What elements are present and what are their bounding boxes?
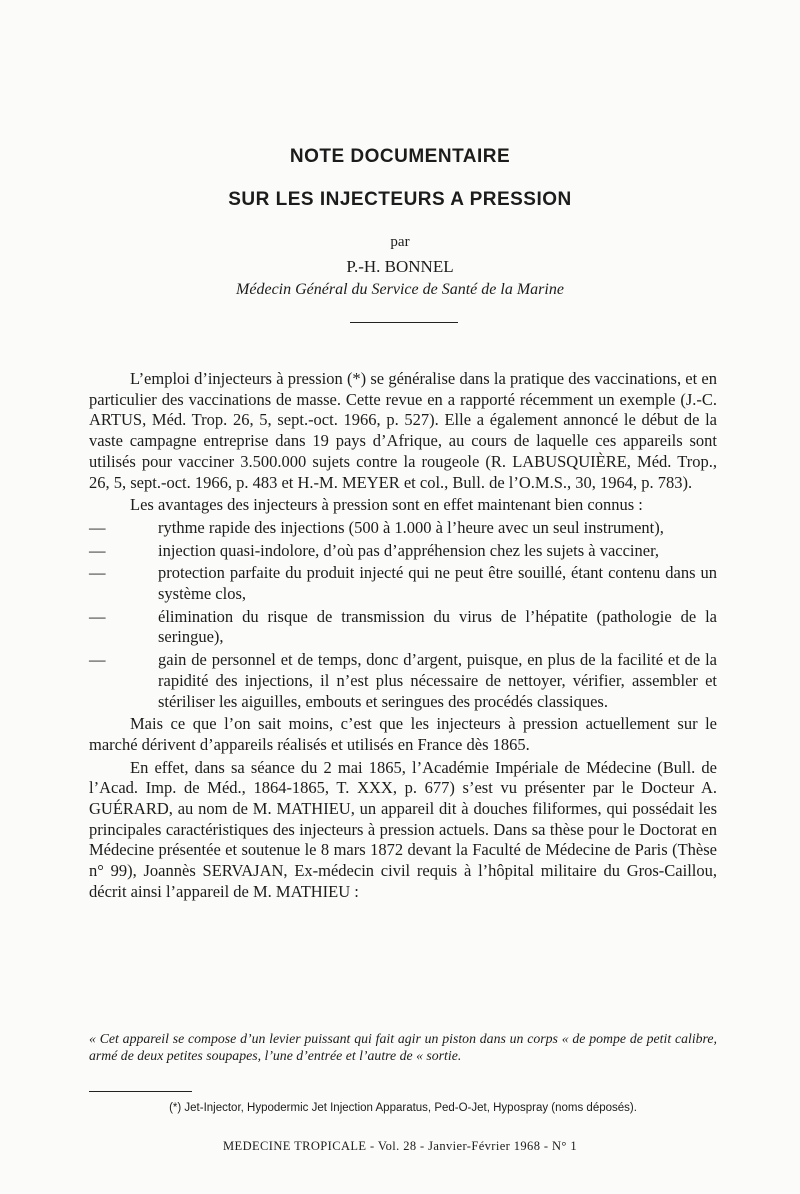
list-item: — protection parfaite du produit injecté qui ne peut être souillé, étant contenu dans un système clos, <box>89 563 717 604</box>
paragraph-intro: L’emploi d’injecteurs à pression (*) se généralise dans la pratique des vaccinations, et en particulier des vaccinations de masse. Cette revue en a rapporté récemment un exemple (J.-C. ARTUS, Méd. Trop. 26, 5, sept.-oct. 1966, p. 527). Elle a également annoncé le début de la vaste campagne entreprise dans 19 pays d’Afrique, au cours de laquelle ces appareils sont utilisés pour vacciner 3.500.000 sujets contre la rougeole (R. LABUSQUIÈRE, Méd. Trop., 26, 5, sept.-oct. 1966, p. 483 et H.-M. MEYER et col., Bull. de l’O.M.S., 30, 1964, p. 783). <box>89 369 717 492</box>
dash-marker: — <box>89 606 106 626</box>
list-item: — injection quasi-indolore, d’où pas d’appréhension chez les sujets à vacciner, <box>89 540 660 560</box>
footnote: (*) Jet-Injector, Hypodermic Jet Injection Apparatus, Ped-O-Jet, Hypospray (noms déposés). <box>169 1102 637 1114</box>
list-item: — rythme rapide des injections (500 à 1.000 à l’heure avec un seul instrument), <box>89 517 664 537</box>
list-item: — gain de personnel et de temps, donc d’argent, puisque, en plus de la facilité et de la rapidité des injections, il n’est plus nécessaire de nettoyer, vérifier, assembler et stériliser les aiguilles, embouts et seringues des procédés classiques. <box>89 650 717 711</box>
list-item: — élimination du risque de transmission du virus de l’hépatite (pathologie de la seringue), <box>89 606 717 647</box>
advantages-list <box>89 518 717 712</box>
author-affiliation: Médecin Général du Service de Santé de la Marine <box>236 281 564 298</box>
journal-footer: MEDECINE TROPICALE - Vol. 28 - Janvier-Février 1968 - N° 1 <box>223 1139 577 1153</box>
article-body <box>89 369 717 905</box>
paragraph-advantages: Les avantages des injecteurs à pression sont en effet maintenant bien connus : <box>130 495 643 515</box>
quotation: « Cet appareil se compose d’un levier puissant qui fait agir un piston dans un corps « de pompe de petit calibre, armé de deux petites soupapes, l’une d’entrée et l’autre de « sortie. <box>89 1031 717 1063</box>
dash-marker: — <box>89 540 106 560</box>
author-name: P.-H. BONNEL <box>346 257 454 276</box>
title-line-1: NOTE DOCUMENTAIRE <box>289 146 511 167</box>
dash-marker: — <box>89 517 106 537</box>
paragraph-origins: Mais ce que l’on sait moins, c’est que les injecteurs à pression actuellement sur le marché dérivent d’appareils réalisés et utilisés en France dès 1865. <box>89 714 717 754</box>
footnote-separator <box>89 1091 192 1092</box>
dash-marker: — <box>89 563 106 583</box>
title-separator <box>350 322 458 323</box>
paragraph-history: En effet, dans sa séance du 2 mai 1865, l’Académie Impériale de Médecine (Bull. de l’Acad. Imp. de Méd., 1864-1865, T. XXX, p. 677) s’est vu présenter par le Docteur A. GUÉRARD, au nom de M. MATHIEU, un appareil dit à douches filiformes, qui possédait les principales caractéristiques des injecteurs à pression actuels. Dans sa thèse pour le Doctorat en Médecine présentée et soutenue le 8 mars 1872 devant la Faculté de Médecine de Paris (Thèse n° 99), Joannès SERVAJAN, Ex-médecin civil requis à l’hôpital militaire du Gros-Caillou, décrit ainsi l’appareil de M. MATHIEU : <box>89 757 717 901</box>
by-line: par <box>390 234 410 250</box>
dash-marker: — <box>89 650 106 670</box>
title-line-2: SUR LES INJECTEURS A PRESSION <box>228 189 572 210</box>
